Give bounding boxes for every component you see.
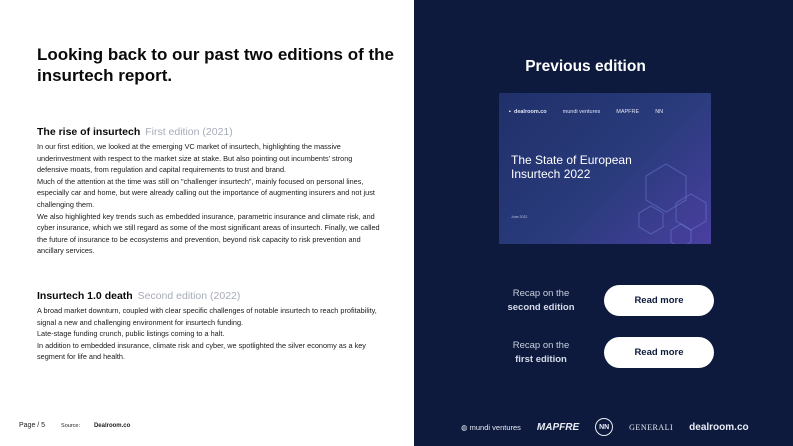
section-paragraph: In our first edition, we looked at the emerging VC market of insurtech, highlighting the massive underinvestment with respect to the market size at stake. But also pointing out incumbents' strong defensive moats, from regulation and capital requirements to trust and brand. (37, 142, 353, 175)
section-first-edition (37, 125, 382, 257)
previous-edition-title: Previous edition (525, 58, 646, 75)
section-title-edition: First edition (2021) (145, 126, 233, 138)
section-title (37, 125, 382, 139)
hexagon-pattern-icon (611, 144, 711, 244)
recap-edition: first edition (515, 354, 567, 365)
recap-line: Recap on the (512, 288, 570, 299)
recap-line: Recap on the (512, 340, 570, 351)
section-paragraph: Late-stage funding crunch, public listings coming to a halt. (37, 329, 225, 339)
section-paragraph: Much of the attention at the time was still on "challenger insurtech", mainly focused on personal lines, especially car and home, but were already calling out the importance of augmenting insurers and not just challenging them. (37, 176, 375, 209)
right-panel (414, 0, 793, 446)
cover-date: June 2022 (511, 215, 528, 219)
section-title-edition: Second edition (2022) (137, 290, 241, 302)
section-second-edition (37, 289, 382, 363)
partner-logos (461, 418, 749, 436)
section-title-main: The rise of insurtech (37, 126, 141, 138)
source-value: Dealroom.co (93, 423, 131, 429)
section-title (37, 289, 382, 303)
section-paragraph: A broad market downturn, coupled with clear specific challenges of notable insurtech to reach profitability, signal a new and challenging environment for insurtech funding. (37, 306, 377, 327)
page-headline: Looking back to our past two editions of the insurtech report. (37, 45, 394, 85)
recap-edition: second edition (507, 302, 575, 313)
cover-logo-mapfre: MAPFRE (616, 109, 640, 115)
cover-logos (509, 109, 701, 115)
section-paragraph: We also highlighted key trends such as embedded insurance, parametric insurance and climate risk, and cyber insurance, which we still regard as some of the most significant areas of insurtech. Finally, we called the future of insurance to be ecosystems and prevention, beyond risk capacity to risk prevention and ancillary services. (37, 211, 380, 256)
partner-logo-nn: NN (595, 418, 613, 436)
recap-first-edition-label (496, 339, 586, 367)
partner-logo-mundi: ◍ mundi ventures (461, 423, 521, 432)
cover-title: The State of European Insurtech 2022 (511, 153, 632, 181)
section-paragraph: In addition to embedded insurance, climate risk and cyber, we spotlighted the silver economy as a key segment for life and health. (37, 340, 366, 362)
recap-second-edition-label (496, 287, 586, 315)
report-cover-thumbnail[interactable] (499, 93, 711, 244)
read-more-first-edition-button[interactable]: Read more (604, 337, 714, 368)
page-footer (19, 422, 130, 429)
cover-logo-dealroom: ▪ dealroom.co (509, 109, 547, 115)
section-title-main: Insurtech 1.0 death (37, 290, 133, 302)
page-number: Page / 5 (19, 422, 46, 429)
partner-logo-generali: GENERALI (629, 422, 674, 432)
cover-logo-nn: NN (655, 109, 664, 115)
source-label: Source: (61, 423, 80, 429)
partner-logo-dealroom: dealroom.co (689, 421, 749, 433)
cover-logo-mundi: mundi ventures (562, 109, 601, 115)
partner-logo-mapfre: MAPFRE (536, 421, 580, 433)
read-more-second-edition-button[interactable]: Read more (604, 285, 714, 316)
